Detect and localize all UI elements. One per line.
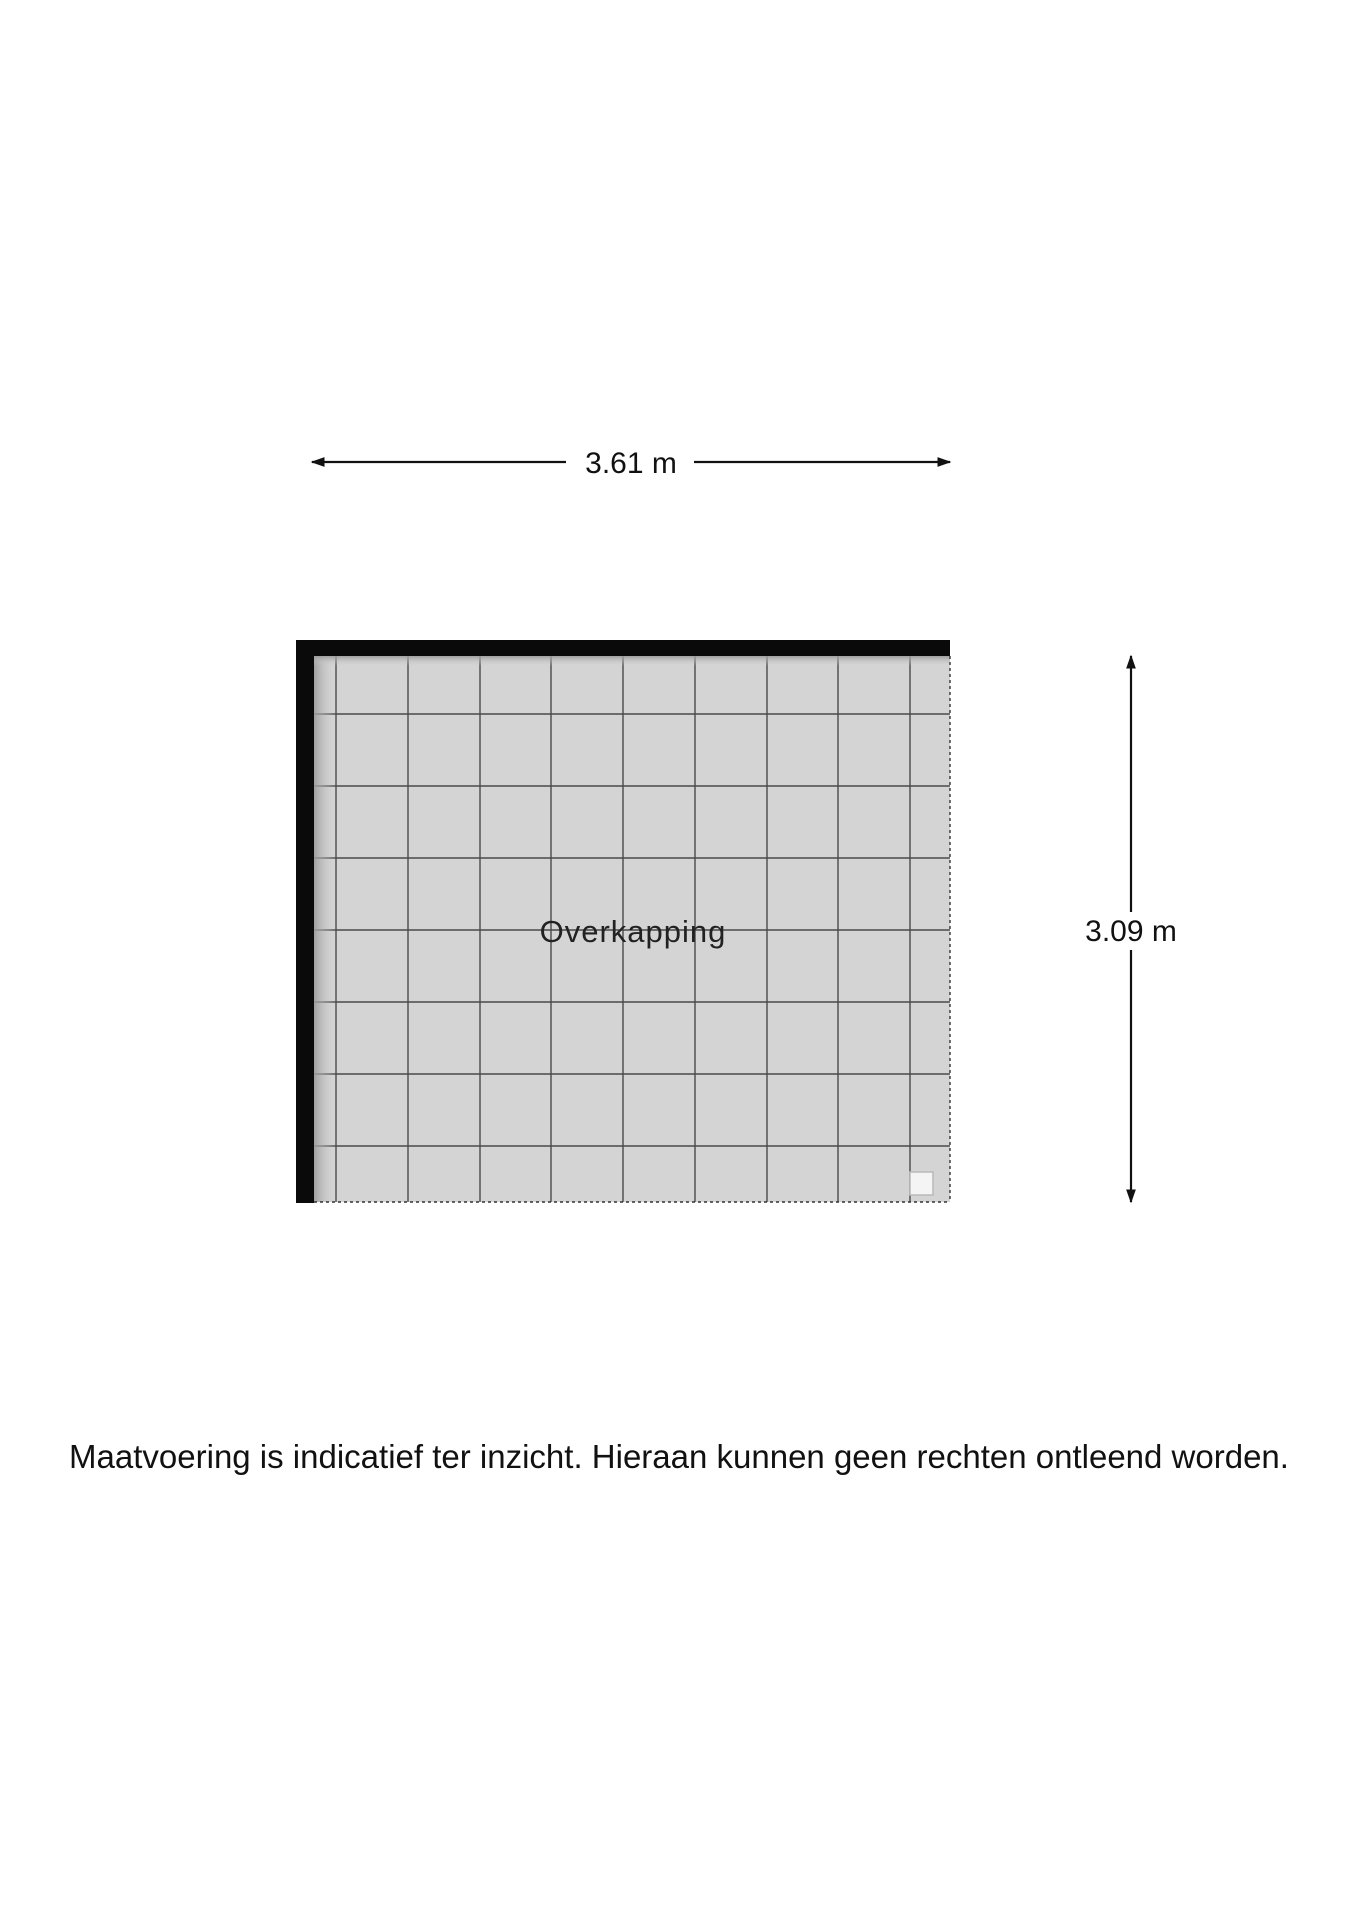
wall-shadow-top (314, 656, 950, 666)
depth-dimension (1085, 656, 1177, 1202)
post-marker (910, 1172, 933, 1195)
depth-dimension-label: 3.09 m (1085, 915, 1177, 948)
wall-top (296, 640, 950, 656)
wall-shadow-left (314, 656, 336, 1202)
room-label: Overkapping (539, 914, 727, 949)
room-overkapping (296, 640, 950, 1203)
disclaimer-text: Maatvoering is indicatief ter inzicht. Hieraan kunnen geen rechten ontleend worden. (69, 1438, 1289, 1475)
width-dimension-label: 3.61 m (585, 447, 677, 480)
width-dimension (312, 447, 950, 480)
wall-left (296, 640, 314, 1203)
